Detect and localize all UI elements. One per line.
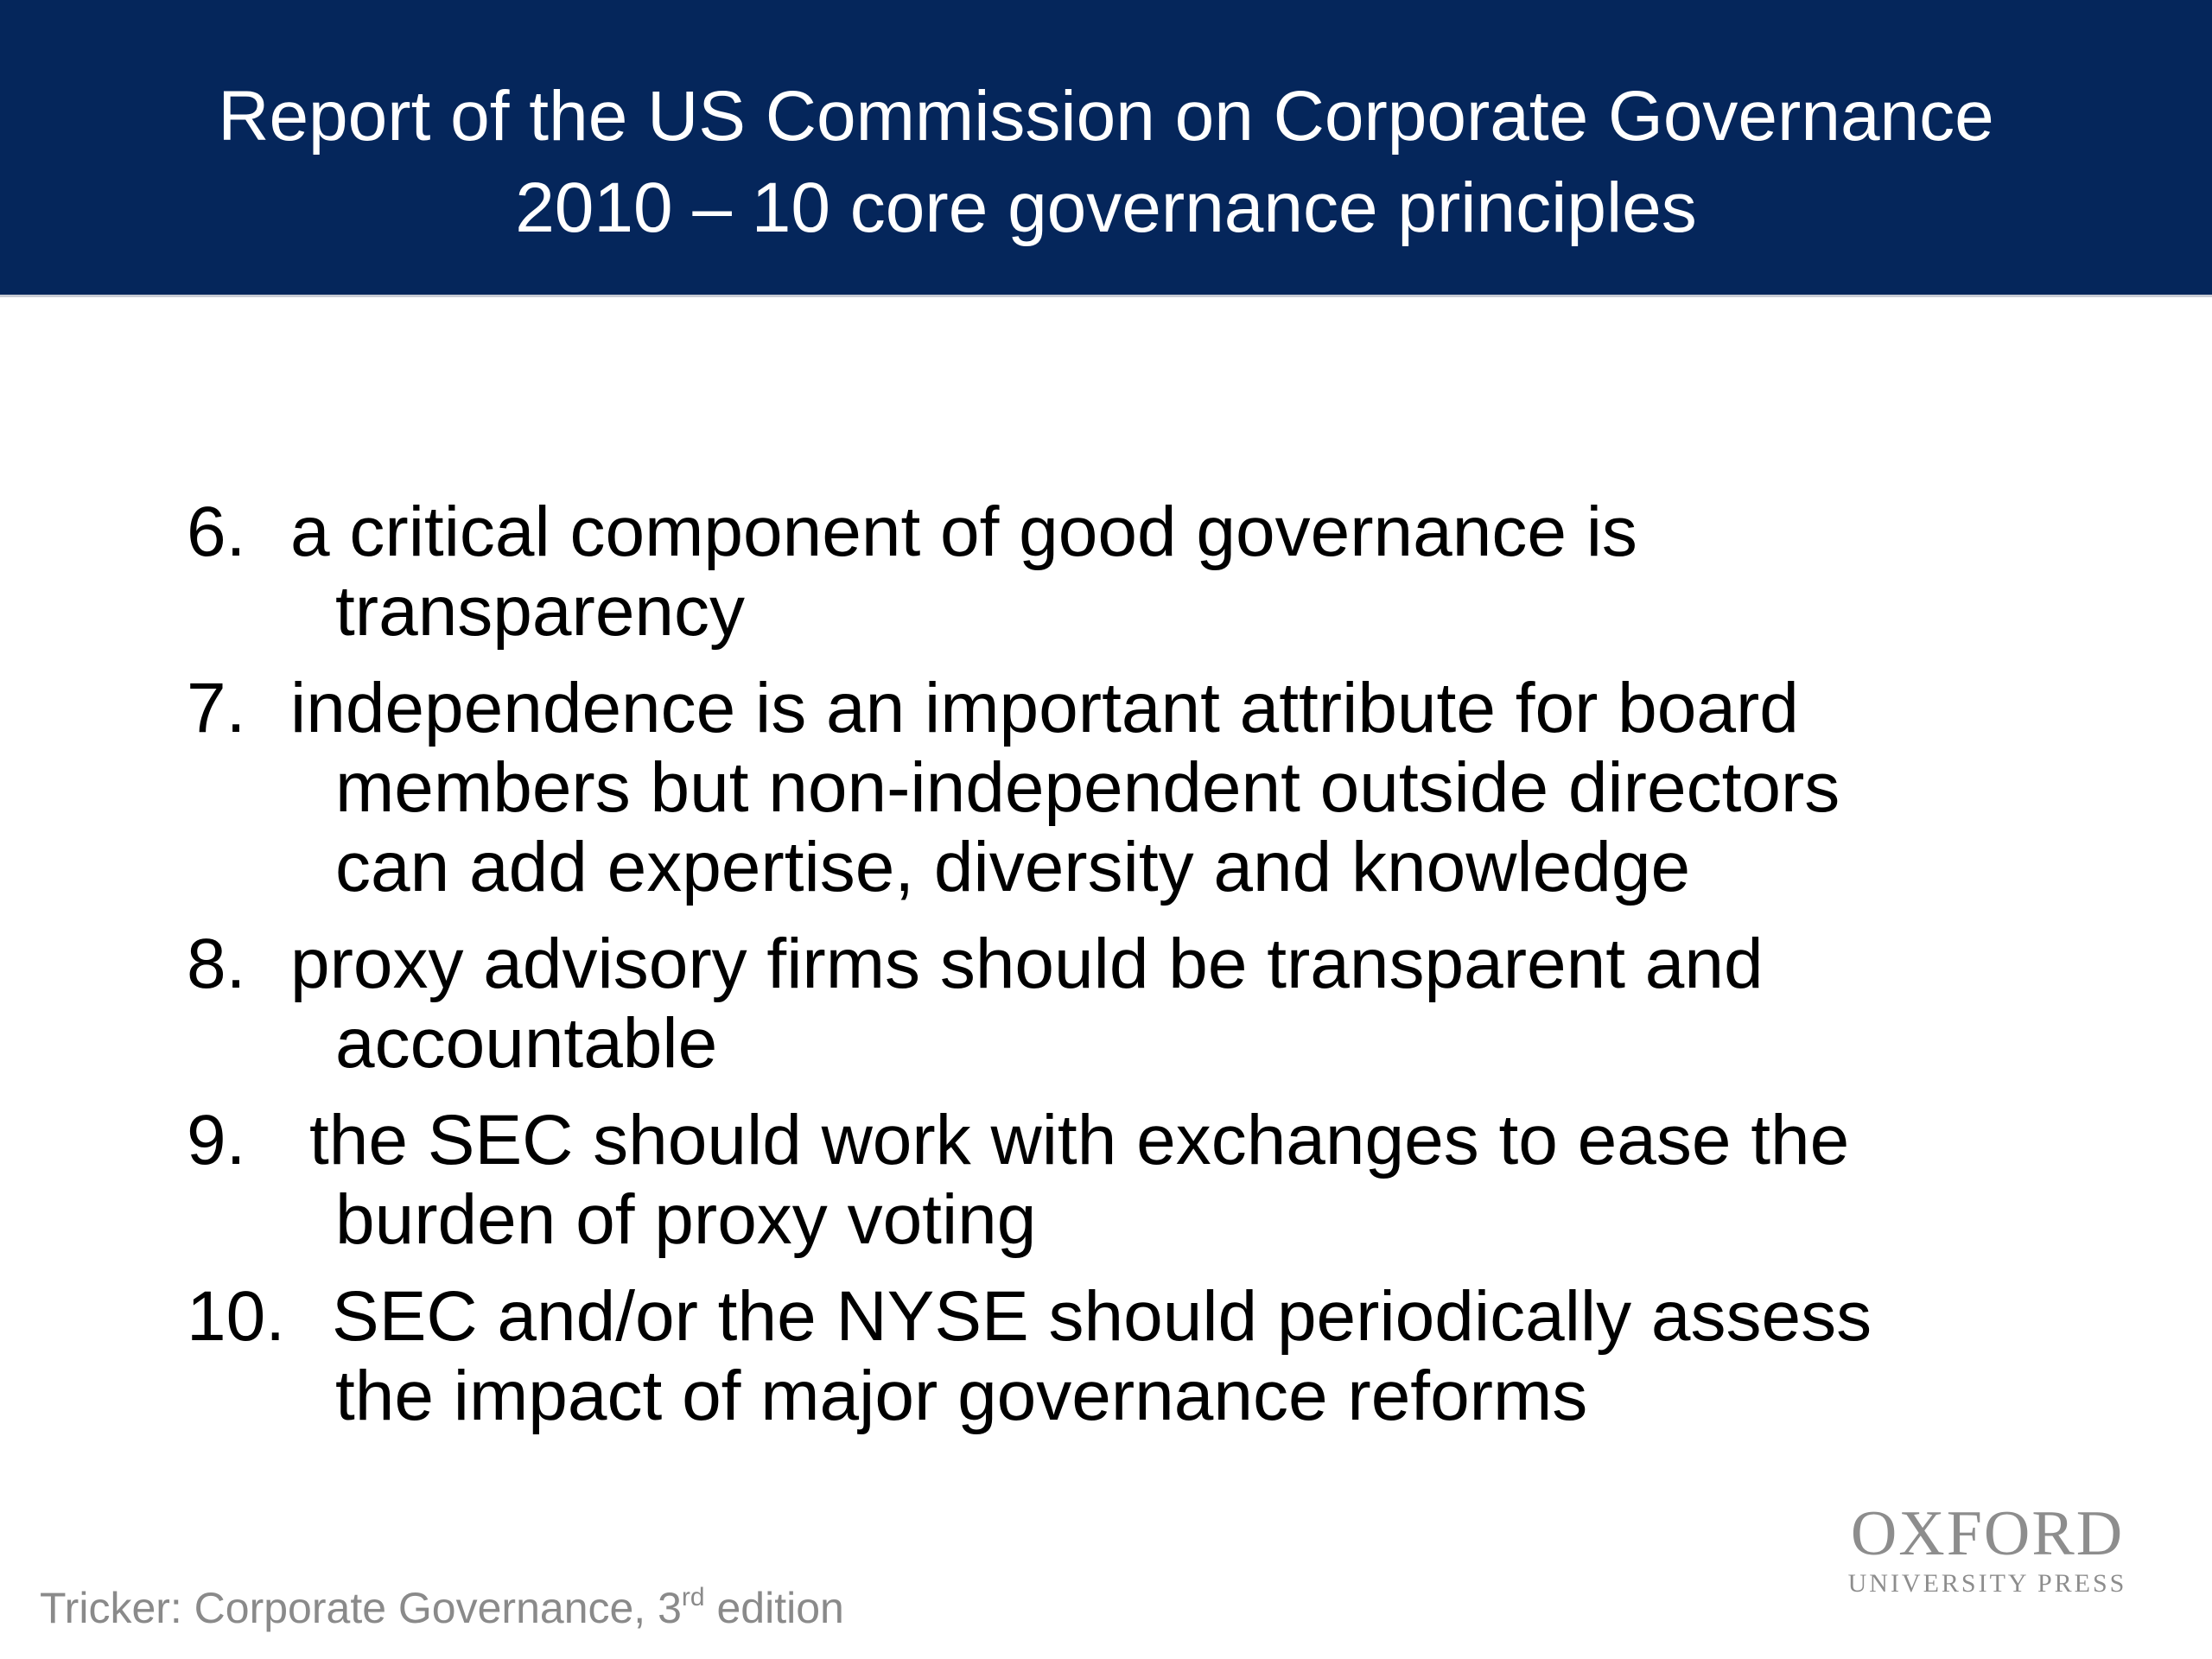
principle-text-line: burden of proxy voting: [335, 1180, 1037, 1259]
slide-title-line-1: Report of the US Commission on Corporate Governance: [218, 77, 1994, 156]
principle-text-line: a critical component of good governance is: [290, 493, 1637, 571]
principle-text-line: SEC and/or the NYSE should periodically assess: [332, 1277, 1872, 1356]
principle-item-7: [187, 669, 2053, 907]
principle-number: 9.: [187, 1101, 246, 1179]
principle-number: 8.: [187, 925, 246, 1003]
principle-text-line: members but non-independent outside directors: [335, 748, 1840, 827]
oxford-logo: [1840, 1499, 2134, 1599]
slide-header: [0, 0, 2212, 297]
slide-title-line-2: 2010 – 10 core governance principles: [515, 168, 1697, 247]
principle-number: 6.: [187, 493, 246, 571]
principle-number: 7.: [187, 669, 246, 747]
principle-text-line: the SEC should work with exchanges to ease the: [309, 1101, 1850, 1179]
principles-list: [187, 493, 2053, 1453]
principle-text-line: accountable: [335, 1004, 718, 1083]
citation-prefix: Tricker: Corporate Governance, 3: [40, 1584, 682, 1632]
principle-item-10: [187, 1277, 2053, 1436]
citation-superscript: rd: [681, 1583, 705, 1611]
logo-name: OXFORD: [1850, 1498, 2125, 1569]
principle-item-8: [187, 925, 2053, 1084]
principle-item-9: [187, 1101, 2053, 1260]
principle-text-line: can add expertise, diversity and knowledge: [335, 828, 1691, 906]
principle-item-6: [187, 493, 2053, 652]
principle-text-line: independence is an important attribute for board: [290, 669, 1799, 747]
citation-suffix: edition: [704, 1584, 844, 1632]
principle-text-line: proxy advisory firms should be transparent and: [290, 925, 1764, 1003]
principle-text-line: transparency: [335, 572, 746, 651]
principle-text-line: the impact of major governance reforms: [335, 1357, 1588, 1435]
logo-subtitle: UNIVERSITY PRESS: [1847, 1569, 2127, 1598]
citation: [40, 1583, 844, 1633]
slide-title: [0, 71, 2212, 254]
principle-number: 10.: [187, 1277, 285, 1356]
